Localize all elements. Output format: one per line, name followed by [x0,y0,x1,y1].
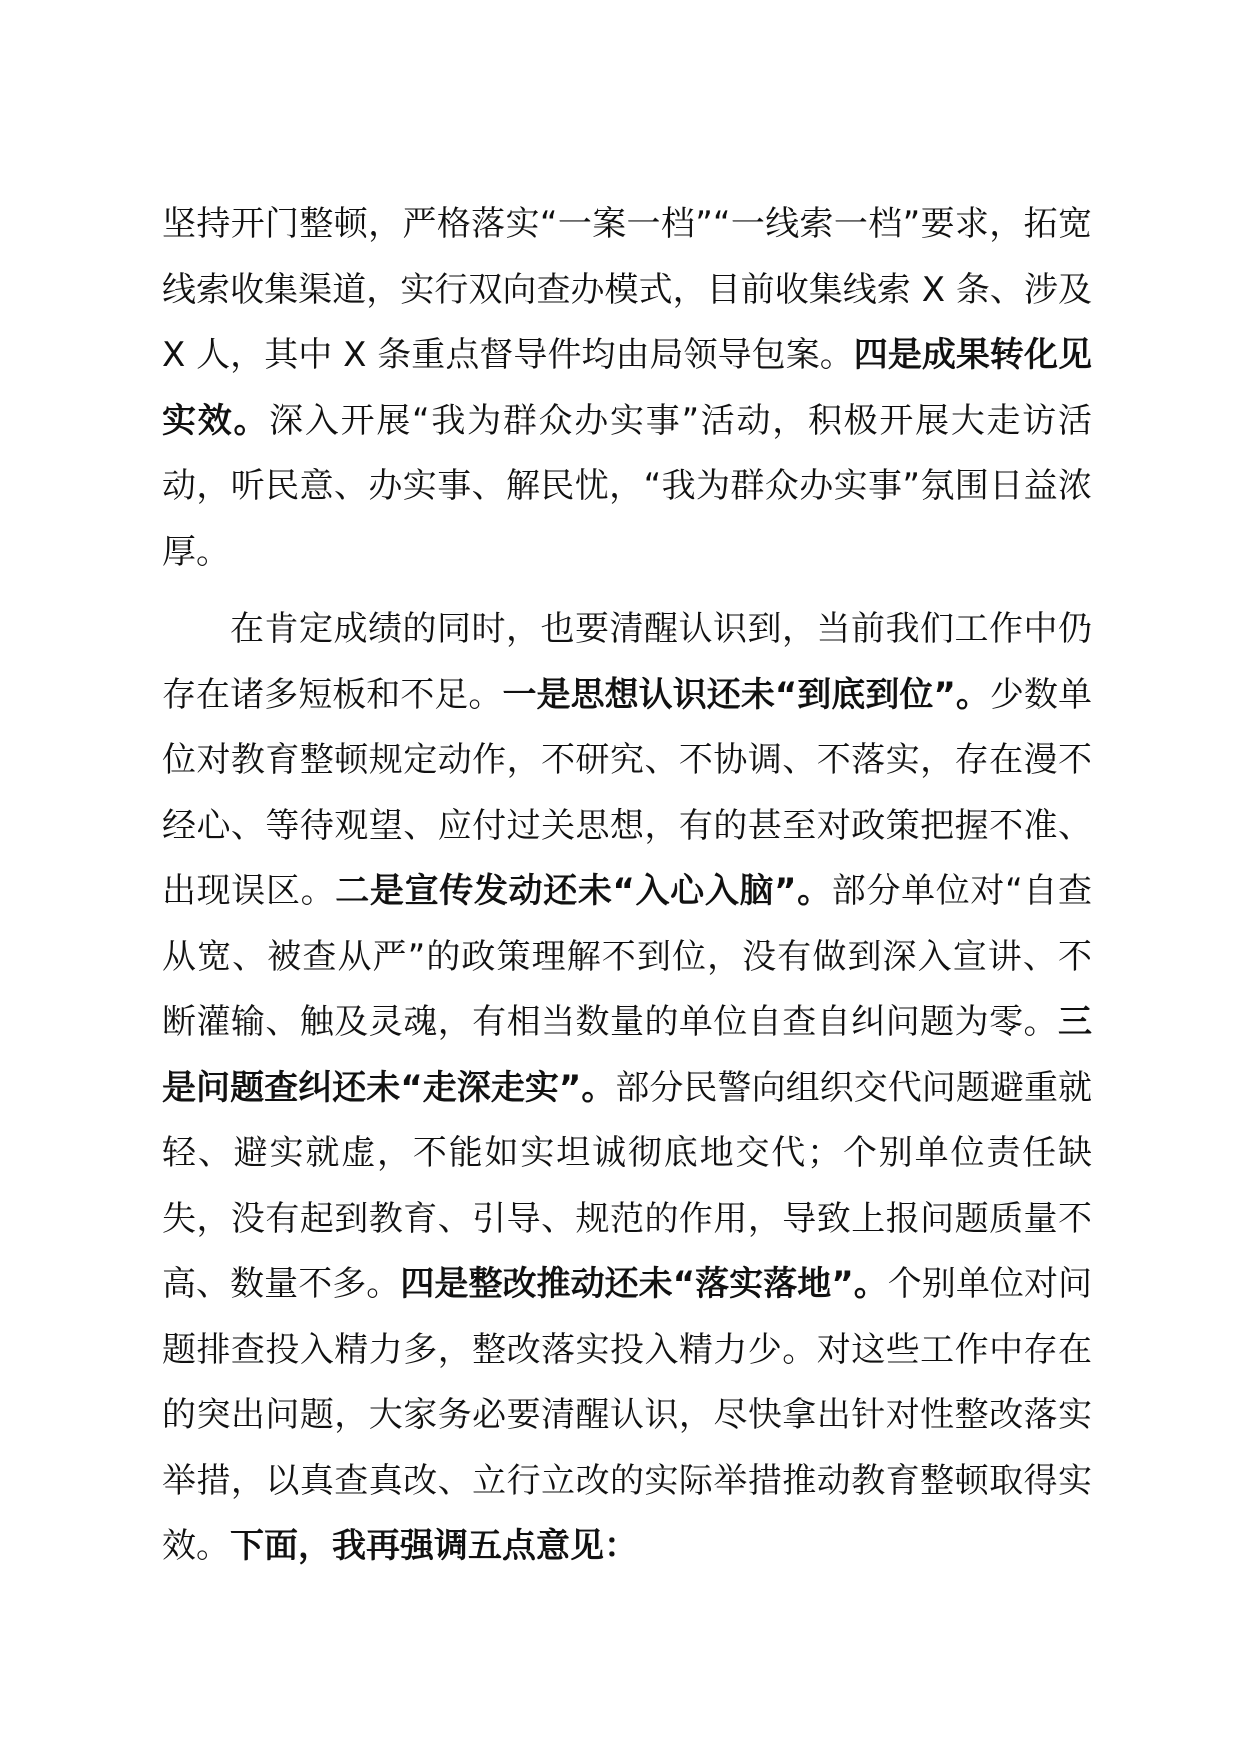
bold-heading-segment: 一是思想认识还未“到底到位”。 [502,674,990,715]
paragraph-1 [162,192,1092,585]
text-segment: 部分民警向组织交代问题避重就轻、避实就虚，不能如实坦诚彻底地交代；个别单位责任缺失，没有起到教育、引导、规范的作用，导致上报问题质量不高、数量不多。 [162,1067,1092,1304]
document-body [162,192,1092,1580]
bold-heading-segment: 四是成果转化见实效。 [162,335,1092,441]
text-segment: 少数单位对教育整顿规定动作，不研究、不协调、不落实，存在漫不经心、等待观望、应付过关思想，有的甚至对政策把握不准、出现误区。 [162,674,1093,911]
paragraph-2 [162,597,1092,1580]
text-segment: 部分单位对“自查从宽、被查从严”的政策理解不到位，没有做到深入宣讲、不断灌输、触及灵魂，有相当数量的单位自查自纠问题为零。 [162,871,1092,1042]
bold-heading-segment: 下面，我再强调五点意见： [230,1526,638,1566]
text-segment: 在肯定成绩的同时，也要清醒认识到，当前我们工作中仍存在诸多短板和不足。 [162,609,1092,715]
text-segment: 坚持开门整顿，严格落实“一案一档”“一线索一档”要求，拓宽线索收集渠道，实行双向查办模式，目前收集线索 X 条、涉及 X 人，其中 X 条重点督导件均由局领导包案。 [162,204,1092,375]
bold-heading-segment: 三是问题查纠还未“走深走实”。 [162,1002,1092,1108]
text-segment: 个别单位对问题排查投入精力多，整改落实投入精力少。对这些工作中存在的突出问题，大家务必要清醒认识，尽快拿出针对性整改落实举措，以真查真改、立行立改的实际举措推动教育整顿取得实效。 [162,1264,1093,1566]
bold-heading-segment: 二是宣传发动还未“入心入脑”。 [335,871,832,911]
bold-heading-segment: 四是整改推动还未“落实落地”。 [400,1264,888,1304]
text-segment: 深入开展“我为群众办实事”活动，积极开展大走访活动，听民意、办实事、解民忧，“我为群众办实事”氛围日益浓厚。 [162,400,1092,572]
